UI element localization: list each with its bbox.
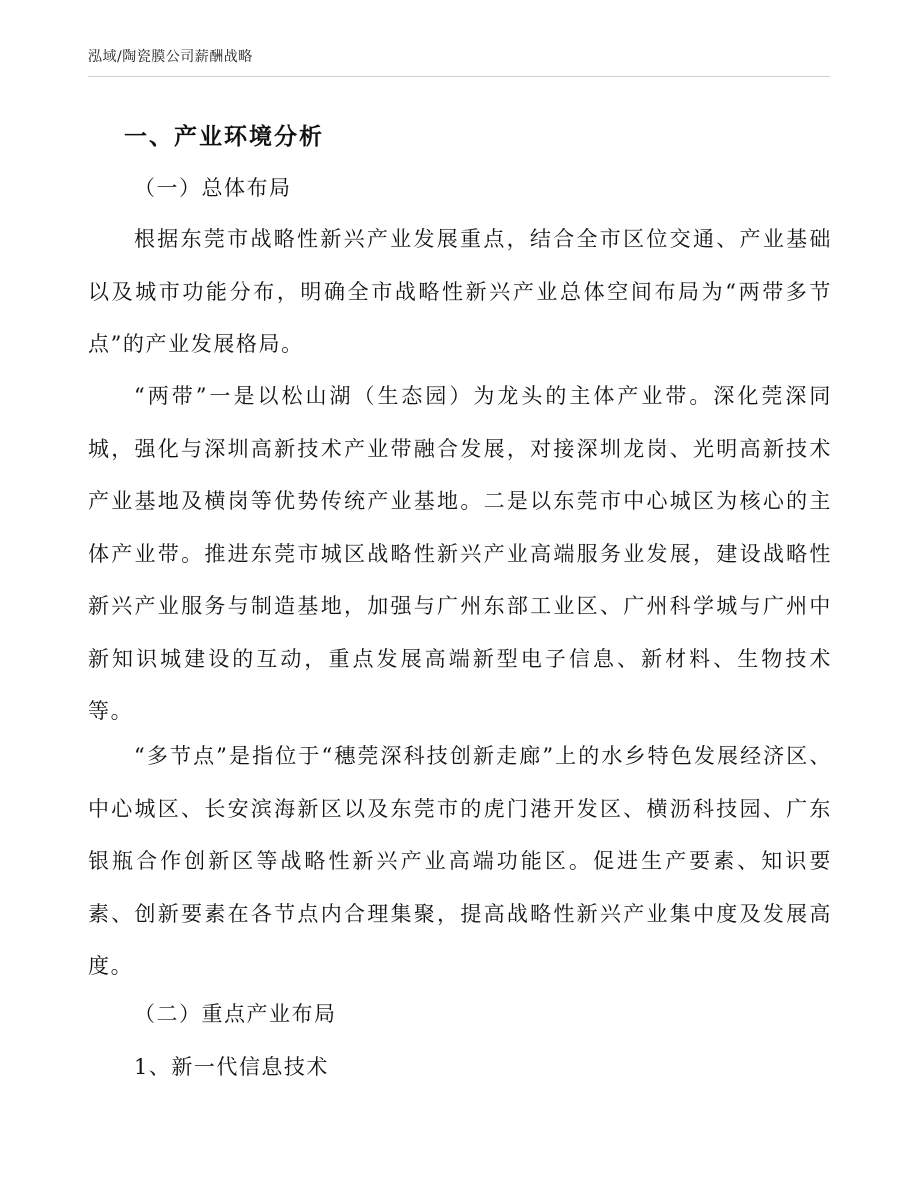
section-title: 一、产业环境分析	[124, 124, 324, 150]
paragraph-overall-layout: 根据东莞市战略性新兴产业发展重点，结合全市区位交通、产业基础以及城市功能分布，明确全市战略性新兴产业总体空间布局为“两带多节点”的产业发展格局。	[88, 227, 832, 356]
subsection-title-overall-layout: （一）总体布局	[134, 176, 292, 200]
header-divider	[88, 76, 830, 77]
item-title-next-gen-it: 1、新一代信息技术	[134, 1055, 329, 1079]
running-header: 泓域/陶瓷膜公司薪酬战略	[88, 49, 253, 65]
paragraph-multi-nodes: “多节点”是指位于“穗莞深科技创新走廊”上的水乡特色发展经济区、中心城区、长安滨海新区以及东莞市的虎门港开发区、横沥科技园、广东银瓶合作创新区等战略性新兴产业高端功能区。促进生产要素、知识要素、创新要素在各节点内合理集聚，提高战略性新兴产业集中度及发展高度。	[88, 744, 832, 978]
subsection-title-key-industry-layout: （二）重点产业布局	[134, 1002, 337, 1026]
paragraph-two-belts: “两带”一是以松山湖（生态园）为龙头的主体产业带。深化莞深同城，强化与深圳高新技术产业带融合发展，对接深圳龙岗、光明高新技术产业基地及横岗等优势传统产业基地。二是以东莞市中心城区为核心的主体产业带。推进东莞市城区战略性新兴产业高端服务业发展，建设战略性新兴产业服务与制造基地，加强与广州东部工业区、广州科学城与广州中新知识城建设的互动，重点发展高端新型电子信息、新材料、生物技术等。	[88, 384, 832, 723]
